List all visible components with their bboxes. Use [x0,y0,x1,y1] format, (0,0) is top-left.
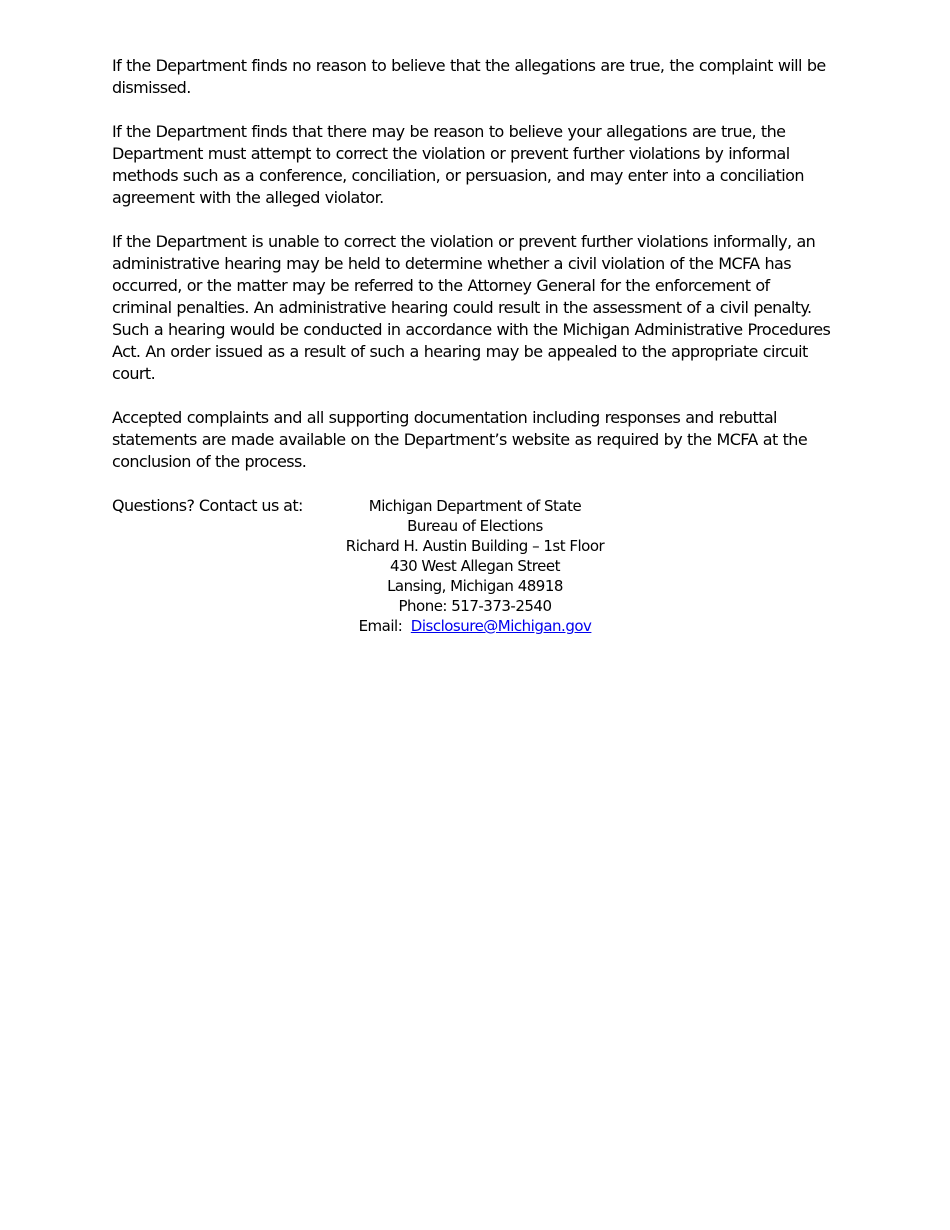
paragraph-informal-resolution: If the Department finds that there may be reason to believe your allegations are true, the Department must attempt to correct the violation or prevent further violations by informal methods such as a conference, conciliation, or persuasion, and may enter into a conciliation agreement with the alleged violator. [112,122,804,207]
paragraph-public-availability: Accepted complaints and all supporting documentation including responses and rebuttal statements are made available on the Department’s website as required by the MCFA at the conclusion of the process. [112,408,808,471]
contact-building: Richard H. Austin Building – 1st Floor [345,537,605,555]
paragraph-dismissal: If the Department finds no reason to believe that the allegations are true, the complaint will be dismissed. [112,56,826,97]
contact-bureau: Bureau of Elections [407,517,543,535]
contact-street: 430 West Allegan Street [390,557,560,575]
contact-email-label: Email: [358,617,403,635]
document-body [112,55,832,517]
email-link[interactable]: Disclosure@Michigan.gov [410,617,592,635]
contact-phone: Phone: 517-373-2540 [398,597,552,615]
contact-block [0,496,950,636]
contact-email-row [0,616,950,636]
questions-label: Questions? Contact us at: [112,496,303,515]
contact-city: Lansing, Michigan 48918 [387,577,563,595]
contact-organization: Michigan Department of State [368,497,582,515]
paragraph-administrative-hearing: If the Department is unable to correct the violation or prevent further violations informally, an administrative hearing may be held to determine whether a civil violation of the MCFA has occurred, or the matter may be referred to the Attorney General for the enforcement of criminal penalties. An administrative hearing could result in the assessment of a civil penalty. Such a hearing would be conducted in accordance with the Michigan Administrative Procedures Act. An order issued as a result of such a hearing may be appealed to the appropriate circuit court. [112,232,831,383]
